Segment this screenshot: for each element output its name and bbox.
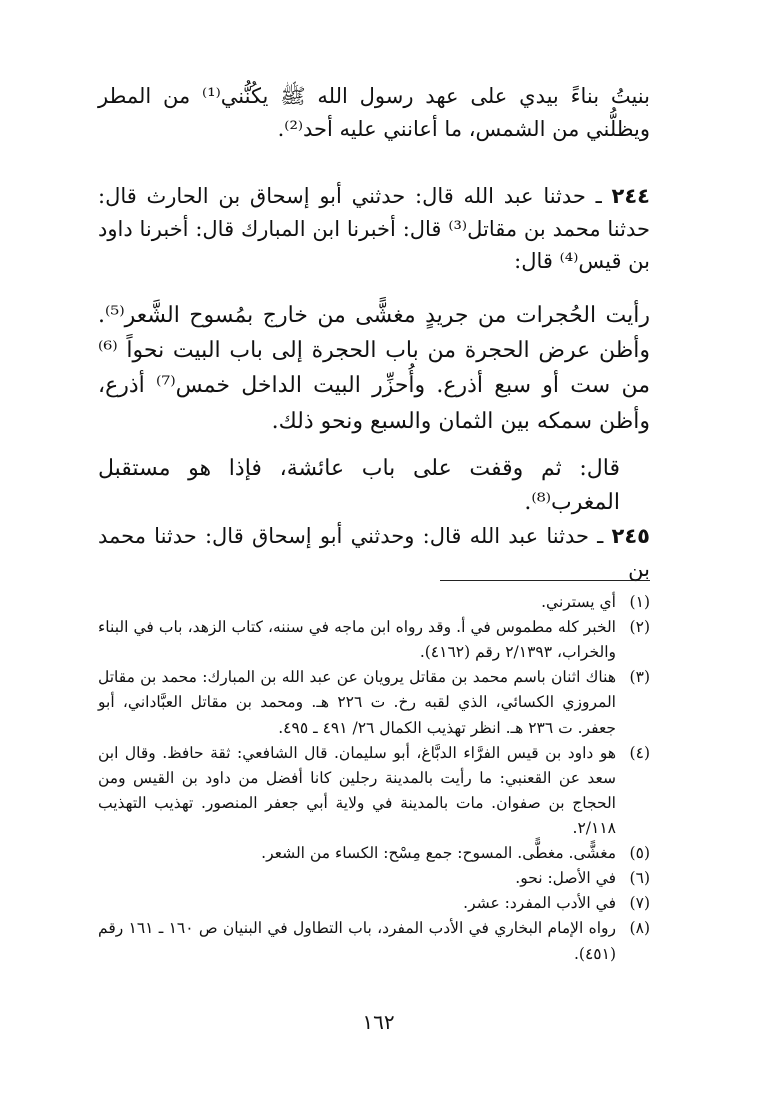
body-paragraph-1: بنيتُ بناءً بيدي على عهد رسول الله ﷺ يكُنُّني⁽¹⁾ من المطر ويظلُّني من الشمس، ما أعانني عليه أحد⁽²⁾. xyxy=(98,84,650,141)
footnote-text: هناك اثنان باسم محمد بن مقاتل يرويان عن عبد الله بن المبارك: محمد بن مقاتل المروزي الكسائي، الذي لقبه رخ. ت ٢٢٦ هـ. ومحمد بن مقاتل العبَّاداني، أبو جعفر. ت ٢٣٦ هـ. انظر تهذيب الكمال ٢٦/ ٤٩١ ـ ٤٩٥. xyxy=(98,668,616,737)
hadith-245-paragraph xyxy=(98,520,650,585)
footnote-text: في الأصل: نحو. xyxy=(515,869,616,888)
footnote-number: (٣) xyxy=(629,668,650,687)
footnote-number: (٤) xyxy=(629,743,650,762)
hadith-245-text: ـ حدثنا عبد الله قال: وحدثني أبو إسحاق قال: حدثنا محمد بن xyxy=(98,524,650,581)
body-paragraph-2: رأيت الحُجرات من جريدٍ مغشًّى من خارج بمُسوح الشَّعر⁽⁵⁾. وأظن عرض الحجرة من باب الحجرة إلى باب البيت نحواً ⁽⁶⁾ من ست أو سبع أذرع. وأُحزِّر البيت الداخل خمس⁽⁷⁾ أذرع، وأظن سمكه بين الثمان والسبع ونحو ذلك. xyxy=(98,303,650,434)
footnote-separator xyxy=(440,580,650,581)
footnote-text: رواه الإمام البخاري في الأدب المفرد، باب التطاول في البنيان ص ١٦٠ ـ ١٦١ رقم (٤٥١). xyxy=(98,919,616,963)
hadith-244-paragraph xyxy=(98,180,650,278)
footnote-item xyxy=(98,665,650,740)
footnote-number: (٦) xyxy=(629,869,650,888)
footnote-item xyxy=(98,590,650,615)
footnote-item xyxy=(98,741,650,841)
footnote-number: (٢) xyxy=(629,618,650,637)
footnote-text: مغشًّى. مغطًّى. المسوح: جمع مِسْح: الكساء من الشعر. xyxy=(261,844,616,863)
footnotes xyxy=(98,590,650,967)
hadith-number: ٢٤٥ xyxy=(611,524,650,548)
footnote-text: في الأدب المفرد: عشر. xyxy=(463,894,616,913)
footnote-item xyxy=(98,916,650,966)
footnote-number: (١) xyxy=(629,593,650,611)
footnote-item xyxy=(98,615,650,665)
footnote-text: الخبر كله مطموس في أ. وقد رواه ابن ماجه في سننه، كتاب الزهد، باب في البناء والخراب، ٢/١٣٩٣ رقم (٤١٦٢). xyxy=(98,618,616,662)
hadith-number: ٢٤٤ xyxy=(611,184,650,208)
footnote-number: (٧) xyxy=(629,894,650,913)
footnote-number: (٥) xyxy=(629,844,650,863)
page-number: ١٦٢ xyxy=(362,1010,395,1034)
footnote-item xyxy=(98,891,650,916)
body-paragraph-3: قال: ثم وقفت على باب عائشة، فإذا هو مستقبل المغرب⁽⁸⁾. xyxy=(98,456,620,516)
footnote-number: (٨) xyxy=(629,919,650,938)
footnote-text: هو داود بن قيس الفرَّاء الدبَّاغ، أبو سليمان. قال الشافعي: ثقة حافظ. وقال ابن سعد عن القعنبي: ما رأيت بالمدينة رجلين كانا أفضل من داود بن القيس ومن الحجاج بن صفوان. مات بالمدينة في ولاية أبي جعفر المنصور. تهذيب التهذيب ٢/١١٨. xyxy=(98,743,616,837)
footnote-item xyxy=(98,841,650,866)
footnote-item xyxy=(98,866,650,891)
hadith-244-text: ـ حدثنا عبد الله قال: حدثني أبو إسحاق بن الحارث قال: حدثنا محمد بن مقاتل⁽³⁾ قال: أخبرنا ابن المبارك قال: أخبرنا داود بن قيس⁽⁴⁾ قال: xyxy=(98,184,650,274)
footnote-text: أي يسترني. xyxy=(541,593,616,611)
